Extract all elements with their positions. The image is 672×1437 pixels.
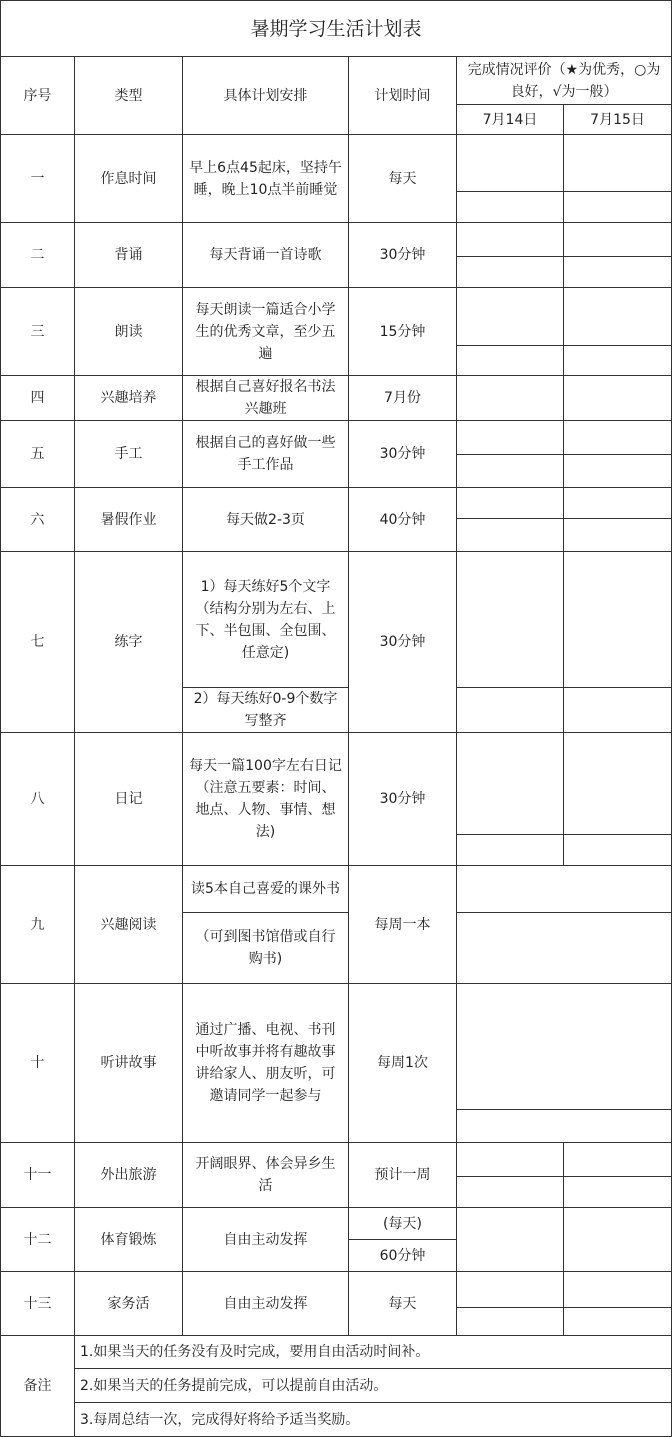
row-index: 十二 — [1, 1208, 75, 1272]
eval-cell[interactable] — [457, 488, 564, 519]
row-time: 每天 — [349, 135, 457, 223]
eval-cell[interactable] — [564, 835, 672, 866]
eval-cell[interactable] — [564, 192, 672, 223]
row-plan: 读5本自己喜爱的课外书 — [183, 866, 349, 913]
eval-cell[interactable] — [457, 1272, 564, 1308]
row-time: 7月份 — [349, 376, 457, 421]
eval-cell[interactable] — [564, 257, 672, 288]
header-plan: 具体计划安排 — [183, 57, 349, 135]
eval-cell[interactable] — [457, 1143, 564, 1177]
row-plan: 早上6点45起床，坚持午睡，晚上10点半前睡觉 — [183, 135, 349, 223]
eval-cell[interactable] — [564, 455, 672, 488]
row-plan: 1）每天练好5个文字（结构分别为左右、上下、半包围、全包围、任意定) — [183, 552, 349, 688]
row-plan-secondary: （可到图书馆借或自行购书) — [183, 913, 349, 984]
row-type: 家务活 — [75, 1272, 183, 1336]
row-type: 暑假作业 — [75, 488, 183, 552]
row-time: 每周一本 — [349, 866, 457, 984]
row-type: 背诵 — [75, 223, 183, 288]
row-plan: 每天一篇100字左右日记（注意五要素：时间、地点、人物、事情、想法) — [183, 733, 349, 866]
eval-cell[interactable] — [457, 192, 564, 223]
eval-cell[interactable] — [457, 1308, 564, 1336]
note-item: 2.如果当天的任务提前完成，可以提前自由活动。 — [75, 1369, 672, 1403]
notes-label: 备注 — [1, 1336, 75, 1437]
row-index: 八 — [1, 733, 75, 866]
header-evaluation: 完成情况评价（★为优秀，○为良好，√为一般） — [457, 57, 672, 105]
eval-cell[interactable] — [457, 346, 564, 376]
row-index: 九 — [1, 866, 75, 984]
eval-cell[interactable] — [457, 223, 564, 257]
eval-cell[interactable] — [564, 421, 672, 455]
row-index: 十三 — [1, 1272, 75, 1336]
row-type: 体育锻炼 — [75, 1208, 183, 1272]
eval-cell[interactable] — [457, 1208, 564, 1272]
row-index: 一 — [1, 135, 75, 223]
row-plan: 每天背诵一首诗歌 — [183, 223, 349, 288]
eval-cell[interactable] — [457, 984, 672, 1110]
eval-cell[interactable] — [457, 866, 672, 913]
eval-cell[interactable] — [564, 519, 672, 552]
eval-cell[interactable] — [457, 1110, 672, 1143]
header-date-1: 7月14日 — [457, 105, 564, 135]
row-time: 40分钟 — [349, 488, 457, 552]
eval-cell[interactable] — [564, 1177, 672, 1208]
eval-cell[interactable] — [564, 552, 672, 688]
row-plan: 每天做2-3页 — [183, 488, 349, 552]
row-type: 练字 — [75, 552, 183, 733]
eval-cell[interactable] — [457, 913, 672, 984]
row-index: 十 — [1, 984, 75, 1143]
eval-cell[interactable] — [564, 1272, 672, 1308]
row-type: 日记 — [75, 733, 183, 866]
row-type: 兴趣阅读 — [75, 866, 183, 984]
row-type: 外出旅游 — [75, 1143, 183, 1208]
row-plan: 根据自己的喜好做一些手工作品 — [183, 421, 349, 488]
row-plan: 自由主动发挥 — [183, 1272, 349, 1336]
row-time-secondary: 60分钟 — [349, 1240, 457, 1272]
table-title: 暑期学习生活计划表 — [1, 1, 672, 57]
eval-cell[interactable] — [564, 135, 672, 192]
eval-cell[interactable] — [564, 488, 672, 519]
row-index: 十一 — [1, 1143, 75, 1208]
eval-cell[interactable] — [457, 421, 564, 455]
row-plan: 每天朗读一篇适合小学生的优秀文章，至少五遍 — [183, 288, 349, 376]
eval-cell[interactable] — [564, 288, 672, 346]
row-type: 听讲故事 — [75, 984, 183, 1143]
eval-cell[interactable] — [457, 835, 564, 866]
header-index: 序号 — [1, 57, 75, 135]
header-type: 类型 — [75, 57, 183, 135]
note-item: 1.如果当天的任务没有及时完成，要用自由活动时间补。 — [75, 1336, 672, 1369]
row-time: 预计一周 — [349, 1143, 457, 1208]
eval-cell[interactable] — [564, 346, 672, 376]
row-type: 手工 — [75, 421, 183, 488]
row-time: 30分钟 — [349, 552, 457, 733]
eval-cell[interactable] — [564, 1208, 672, 1272]
eval-cell[interactable] — [457, 733, 564, 835]
eval-cell[interactable] — [564, 376, 672, 421]
row-plan: 通过广播、电视、书刊中听故事并将有趣故事讲给家人、朋友听，可邀请同学一起参与 — [183, 984, 349, 1143]
row-time: 每周1次 — [349, 984, 457, 1143]
eval-cell[interactable] — [457, 455, 564, 488]
eval-cell[interactable] — [457, 376, 564, 421]
row-index: 四 — [1, 376, 75, 421]
eval-cell[interactable] — [457, 552, 564, 688]
row-time: 30分钟 — [349, 223, 457, 288]
row-type: 兴趣培养 — [75, 376, 183, 421]
row-type: 朗读 — [75, 288, 183, 376]
row-time: 每天 — [349, 1272, 457, 1336]
eval-cell[interactable] — [457, 1177, 564, 1208]
row-plan-secondary: 2）每天练好0-9个数字写整齐 — [183, 688, 349, 733]
row-plan: 自由主动发挥 — [183, 1208, 349, 1272]
row-plan: 开阔眼界、体会异乡生活 — [183, 1143, 349, 1208]
eval-cell[interactable] — [564, 733, 672, 835]
eval-cell[interactable] — [457, 288, 564, 346]
row-index: 三 — [1, 288, 75, 376]
row-time: 15分钟 — [349, 288, 457, 376]
row-index: 七 — [1, 552, 75, 733]
row-index: 二 — [1, 223, 75, 288]
header-time: 计划时间 — [349, 57, 457, 135]
row-time: 30分钟 — [349, 421, 457, 488]
row-index: 五 — [1, 421, 75, 488]
eval-cell[interactable] — [457, 519, 564, 552]
eval-cell[interactable] — [457, 257, 564, 288]
header-date-2: 7月15日 — [564, 105, 672, 135]
eval-cell[interactable] — [564, 223, 672, 257]
row-index: 六 — [1, 488, 75, 552]
row-time: (每天) — [349, 1208, 457, 1240]
eval-cell[interactable] — [564, 1143, 672, 1177]
note-item: 3.每周总结一次，完成得好将给予适当奖励。 — [75, 1403, 672, 1437]
eval-cell[interactable] — [564, 1308, 672, 1336]
row-plan: 根据自己喜好报名书法兴趣班 — [183, 376, 349, 421]
eval-cell[interactable] — [457, 135, 564, 192]
eval-cell[interactable] — [564, 688, 672, 733]
row-time: 30分钟 — [349, 733, 457, 866]
eval-cell[interactable] — [457, 688, 564, 733]
row-type: 作息时间 — [75, 135, 183, 223]
